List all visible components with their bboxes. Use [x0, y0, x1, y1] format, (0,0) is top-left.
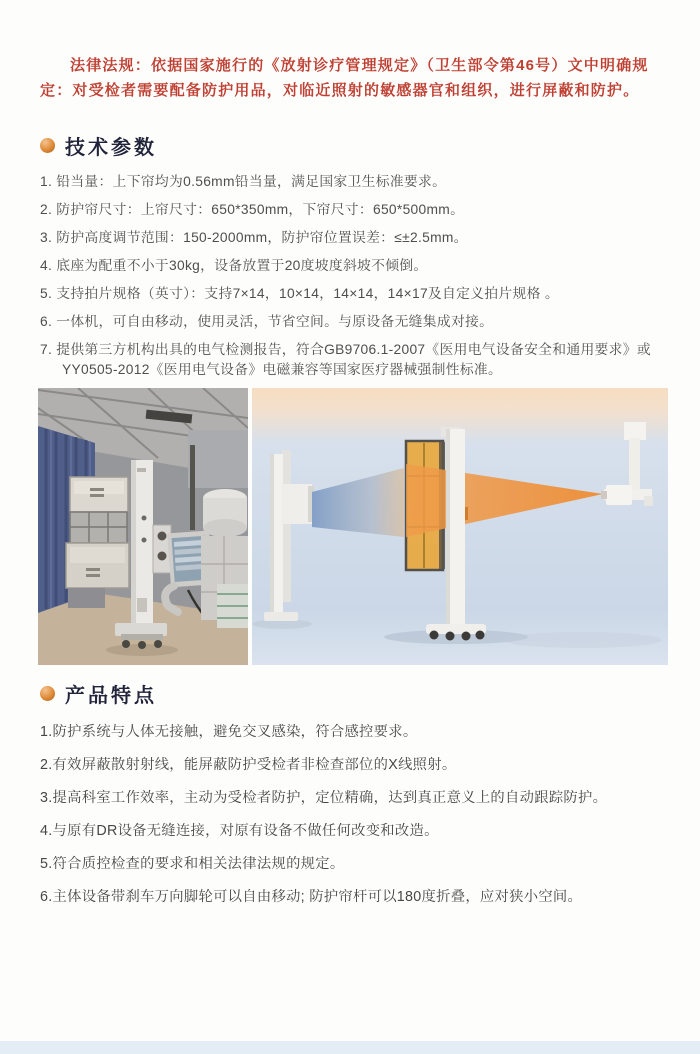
feature-item: 1.防护系统与人体无接触，避免交叉感染，符合感控要求。 — [40, 724, 418, 740]
features-section-title: 产品特点 — [65, 685, 157, 707]
product-feature-list — [40, 722, 670, 907]
feature-item: 6.主体设备带刹车万向脚轮可以自由移动; 防护帘杆可以180度折叠，应对狭小空间。 — [40, 889, 583, 905]
tech-spec-item: 1. 铅当量：上下帘均为0.56mm铅当量，满足国家卫生标准要求。 — [40, 174, 447, 189]
tech-spec-item: 2. 防护帘尺寸：上帘尺寸：650*350mm，下帘尺寸：650*500mm。 — [40, 202, 465, 217]
feature-item: 3.提高科室工作效率，主动为受检者防护，定位精确，达到真正意义上的自动跟踪防护。 — [40, 790, 608, 806]
features-section-header — [40, 679, 700, 708]
product-figures — [38, 388, 700, 665]
feature-item: 2.有效屏蔽散射射线，能屏蔽防护受检者非检查部位的X线照射。 — [40, 757, 457, 773]
tech-spec-item: 5. 支持拍片规格（英寸）：支持7×14，10×14，14×14，14×17及自定义拍片规格 。 — [40, 286, 559, 301]
tech-section-header — [40, 131, 700, 160]
page — [0, 54, 700, 907]
feature-item: 5.符合质控检查的要求和相关法律法规的规定。 — [40, 856, 345, 872]
legal-notice: 法律法规：依据国家施行的《放射诊疗管理规定》（卫生部令第46号）文中明确规定：对受检者需要配备防护用品，对临近照射的敏感器官和组织，进行屏蔽和防护。 — [40, 57, 649, 99]
orange-sphere-bullet-icon — [40, 686, 55, 701]
orange-sphere-bullet-icon — [40, 138, 55, 153]
tech-spec-item: 6. 一体机，可自由移动，使用灵活，节省空间。与原设备无缝集成对接。 — [40, 314, 494, 329]
feature-item: 4.与原有DR设备无缝连接，对原有设备不做任何改变和改造。 — [40, 823, 439, 839]
equipment-room-photo — [38, 388, 248, 665]
tech-spec-item: 4. 底座为配重不小于30kg，设备放置于20度坡度斜坡不倾倒。 — [40, 258, 428, 273]
auto-tracking-protection-render — [252, 388, 668, 665]
footer-bar — [0, 1041, 700, 1054]
tech-section-title: 技术参数 — [65, 137, 157, 159]
tech-spec-item: 3. 防护高度调节范围：150-2000mm，防护帘位置误差：≤±2.5mm。 — [40, 230, 468, 245]
tech-spec-item: 7. 提供第三方机构出具的电气检测报告，符合GB9706.1-2007《医用电气设备安全和通用要求》或YY0505-2012《医用电气设备》电磁兼容等国家医疗器械强制性标准。 — [40, 342, 651, 377]
tech-spec-list — [40, 172, 664, 380]
